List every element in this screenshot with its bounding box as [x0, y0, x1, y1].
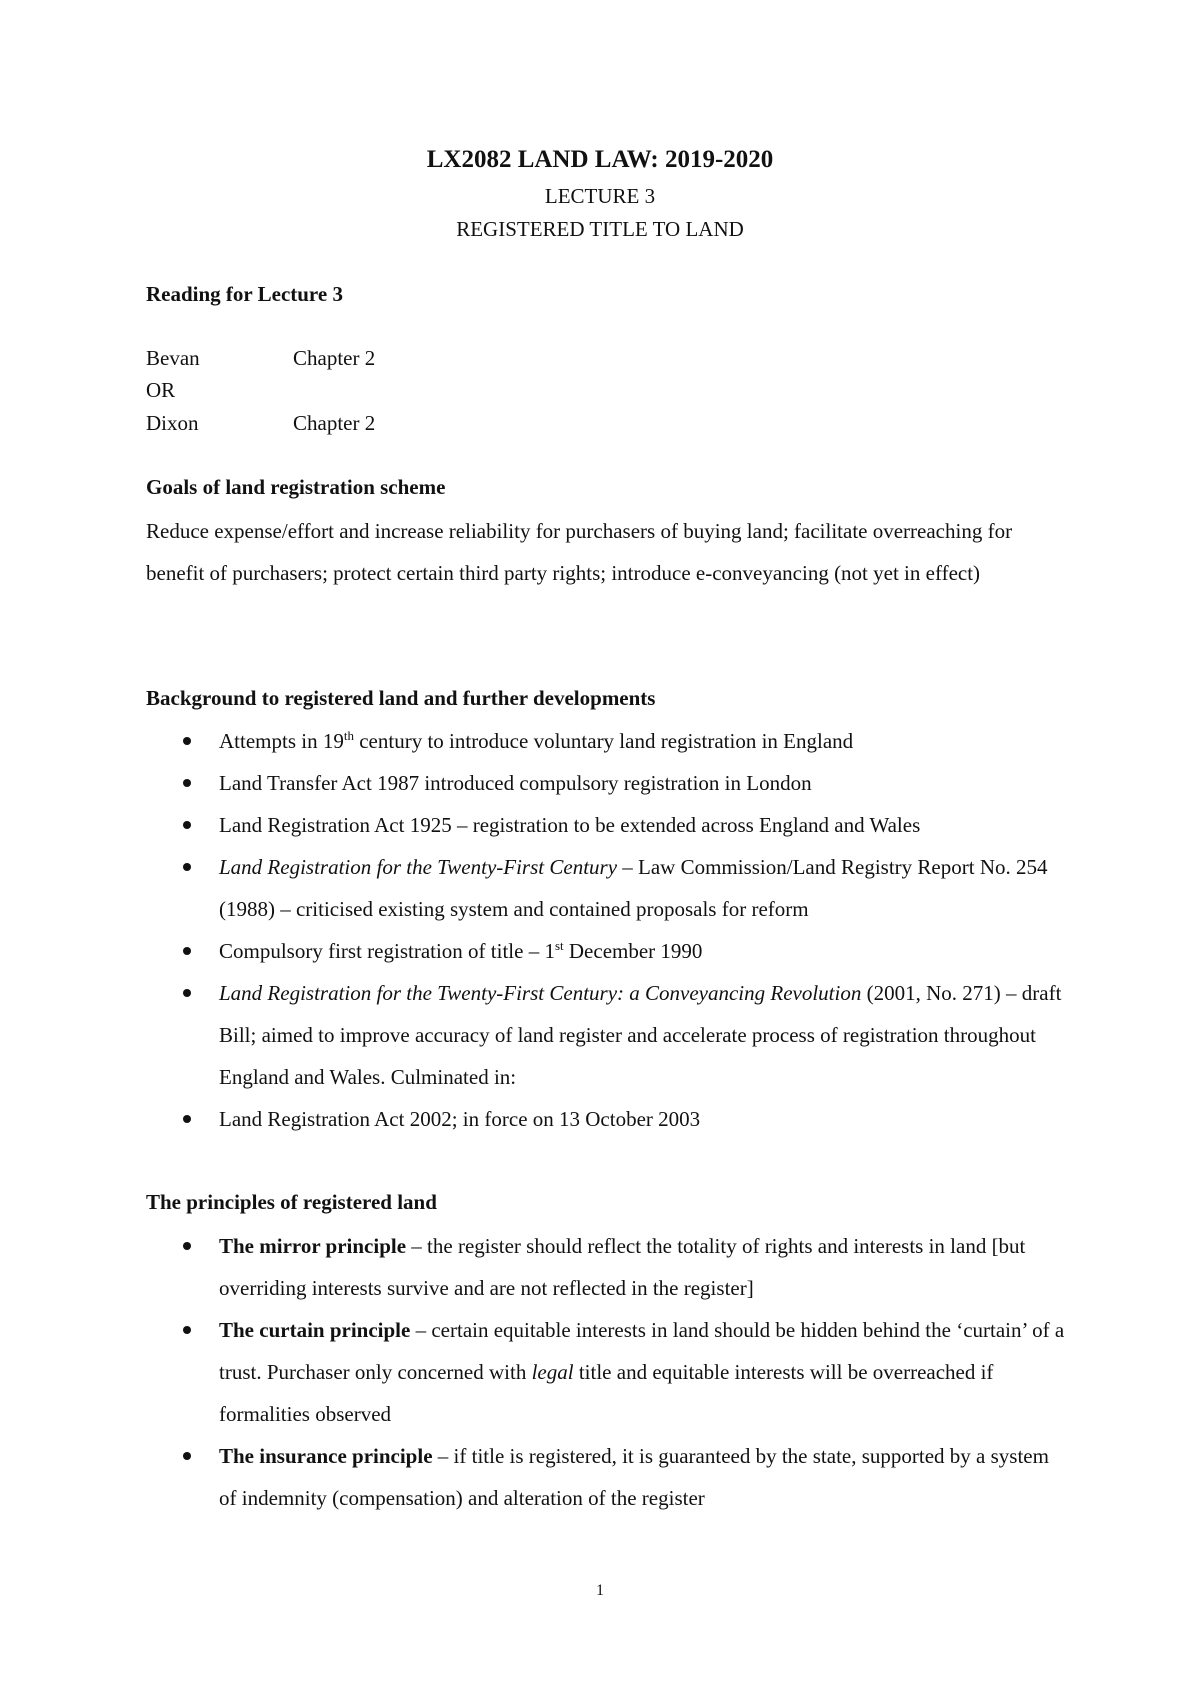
goals-paragraph: Reduce expense/effort and increase reliability for purchasers of buying land; facilitate overreaching for benefit of purchasers; protect certain third party rights; introduce e-conveyancing (not yet in effect)	[146, 519, 1013, 585]
reading-author: Dixon	[146, 411, 199, 435]
list-item: The mirror principle – the register should reflect the totality of rights and interests in land [but overriding interests survive and are not reflected in the register]	[146, 1225, 1066, 1309]
reading-heading: Reading for Lecture 3	[146, 282, 343, 306]
list-item: The insurance principle – if title is registered, it is guaranteed by the state, supported by a system of indemnity (compensation) and alteration of the register	[146, 1435, 1066, 1519]
list-item: Land Transfer Act 1987 introduced compulsory registration in London	[146, 762, 1066, 804]
principles-list	[146, 1225, 1066, 1519]
reading-author: Bevan	[146, 346, 200, 370]
background-heading: Background to registered land and further developments	[146, 686, 656, 710]
list-item: Land Registration Act 2002; in force on 13 October 2003	[146, 1098, 1066, 1140]
list-item: Attempts in 19th century to introduce voluntary land registration in England	[146, 720, 1066, 762]
background-list	[146, 720, 1066, 1140]
list-item: Compulsory first registration of title – 1st December 1990	[146, 930, 1066, 972]
list-item: The curtain principle – certain equitable interests in land should be hidden behind the ‘curtain’ of a trust. Purchaser only concerned with legal title and equitable interests will be overreached if formalities observed	[146, 1309, 1066, 1435]
reading-chapter: Chapter 2	[293, 346, 376, 370]
list-item: Land Registration for the Twenty-First Century: a Conveyancing Revolution (2001, No. 271) – draft Bill; aimed to improve accuracy of land register and accelerate process of registration throughout England and Wales. Culminated in:	[146, 972, 1066, 1098]
principles-heading: The principles of registered land	[146, 1190, 437, 1214]
page-number: 1	[596, 1582, 604, 1599]
course-title: LX2082 LAND LAW: 2019-2020	[426, 146, 774, 173]
goals-heading: Goals of land registration scheme	[146, 475, 446, 499]
reading-author: OR	[146, 378, 176, 402]
lecture-number: LECTURE 3	[544, 184, 656, 208]
reading-chapter: Chapter 2	[293, 411, 376, 435]
list-item: Land Registration Act 1925 – registration to be extended across England and Wales	[146, 804, 1066, 846]
list-item: Land Registration for the Twenty-First Century – Law Commission/Land Registry Report No. 254 (1988) – criticised existing system and contained proposals for reform	[146, 846, 1066, 930]
lecture-topic: REGISTERED TITLE TO LAND	[456, 217, 744, 241]
